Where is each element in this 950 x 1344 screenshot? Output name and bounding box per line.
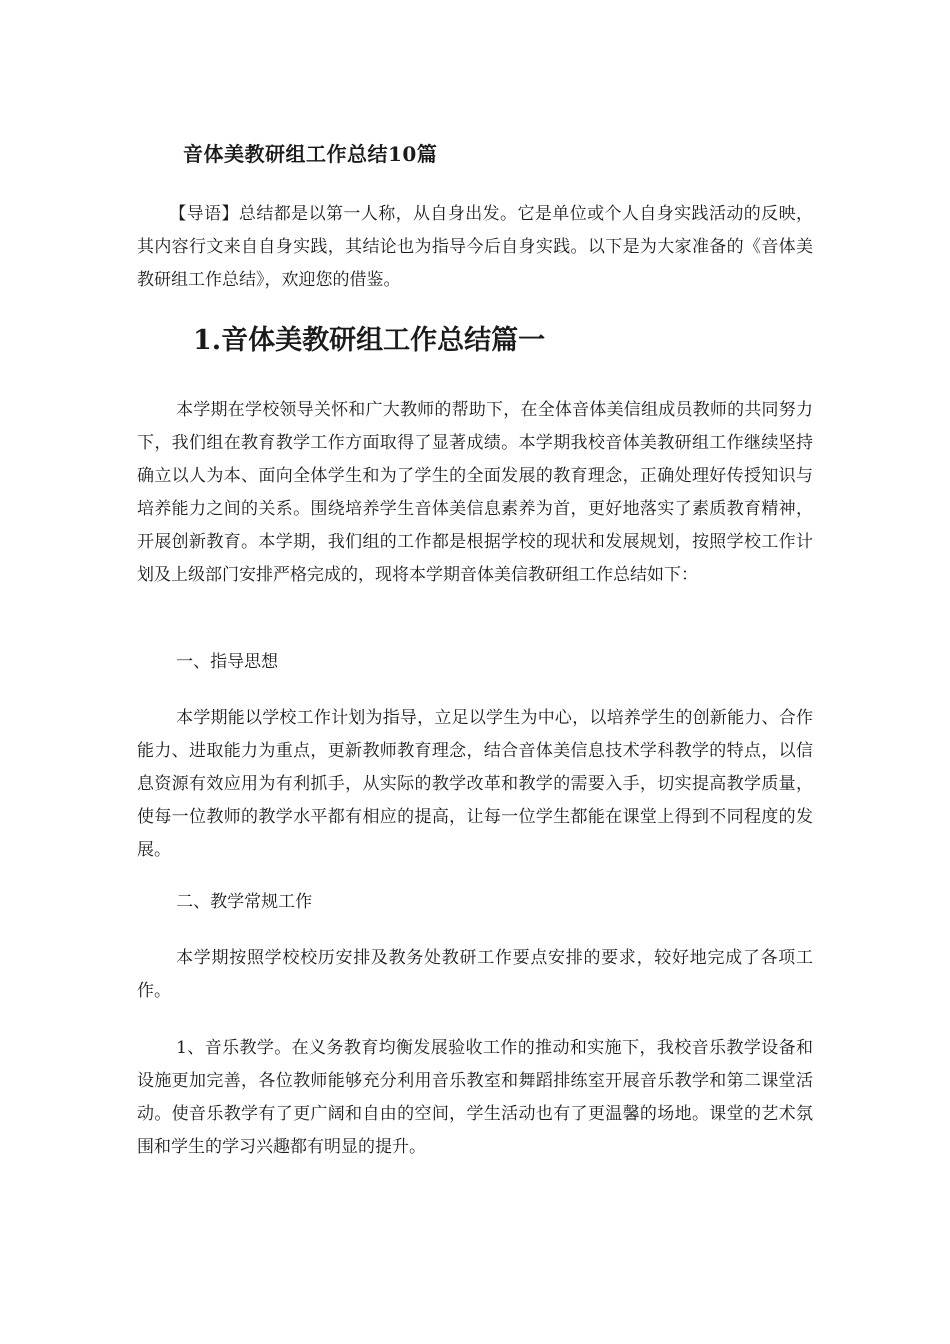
document-title: 音体美教研组工作总结10篇 xyxy=(183,142,438,166)
section-heading: 1.音体美教研组工作总结篇一 xyxy=(193,325,546,356)
intro-paragraph: 【导语】总结都是以第一人称，从自身出发。它是单位或个人自身实践活动的反映，其内容行文来自自身实践，其结论也为指导今后自身实践。以下是为大家准备的《音体美教研组工作总结》，欢迎您的借鉴。 xyxy=(137,204,813,290)
body-paragraph-3: 本学期按照学校校历安排及教务处教研工作要点安排的要求，较好地完成了各项工作。 xyxy=(137,948,813,1001)
body-paragraph-4: 1、音乐教学。在义务教育均衡发展验收工作的推动和实施下，我校音乐教学设备和设施更加完善，各位教师能够充分利用音乐教室和舞蹈排练室开展音乐教学和第二课堂活动。使音乐教学有了更广阔和自由的空间，学生活动也有了更温馨的场地。课堂的艺术氛围和学生的学习兴趣都有明显的提升。 xyxy=(137,1038,813,1157)
subheading-teaching-routine: 二、教学常规工作 xyxy=(176,892,313,912)
body-paragraph-1: 本学期在学校领导关怀和广大教师的帮助下，在全体音体美信组成员教师的共同努力下，我们组在教育教学工作方面取得了显著成绩。本学期我校音体美教研组工作继续坚持确立以人为本、面向全体学生和为了学生的全面发展的教育理念，正确处理好传授知识与培养能力之间的关系。围绕培养学生音体美信息素养为首，更好地落实了素质教育精神，开展创新教育。本学期，我们组的工作都是根据学校的现状和发展规划，按照学校工作计划及上级部门安排严格完成的，现将本学期音体美信教研组工作总结如下： xyxy=(137,400,813,585)
body-paragraph-2: 本学期能以学校工作计划为指导，立足以学生为中心，以培养学生的创新能力、合作能力、进取能力为重点，更新教师教育理念，结合音体美信息技术学科教学的特点，以信息资源有效应用为有利抓手，从实际的教学改革和教学的需要入手，切实提高教学质量，使每一位教师的教学水平都有相应的提高，让每一位学生都能在课堂上得到不同程度的发展。 xyxy=(137,708,813,860)
subheading-guiding-ideology: 一、指导思想 xyxy=(176,652,279,672)
